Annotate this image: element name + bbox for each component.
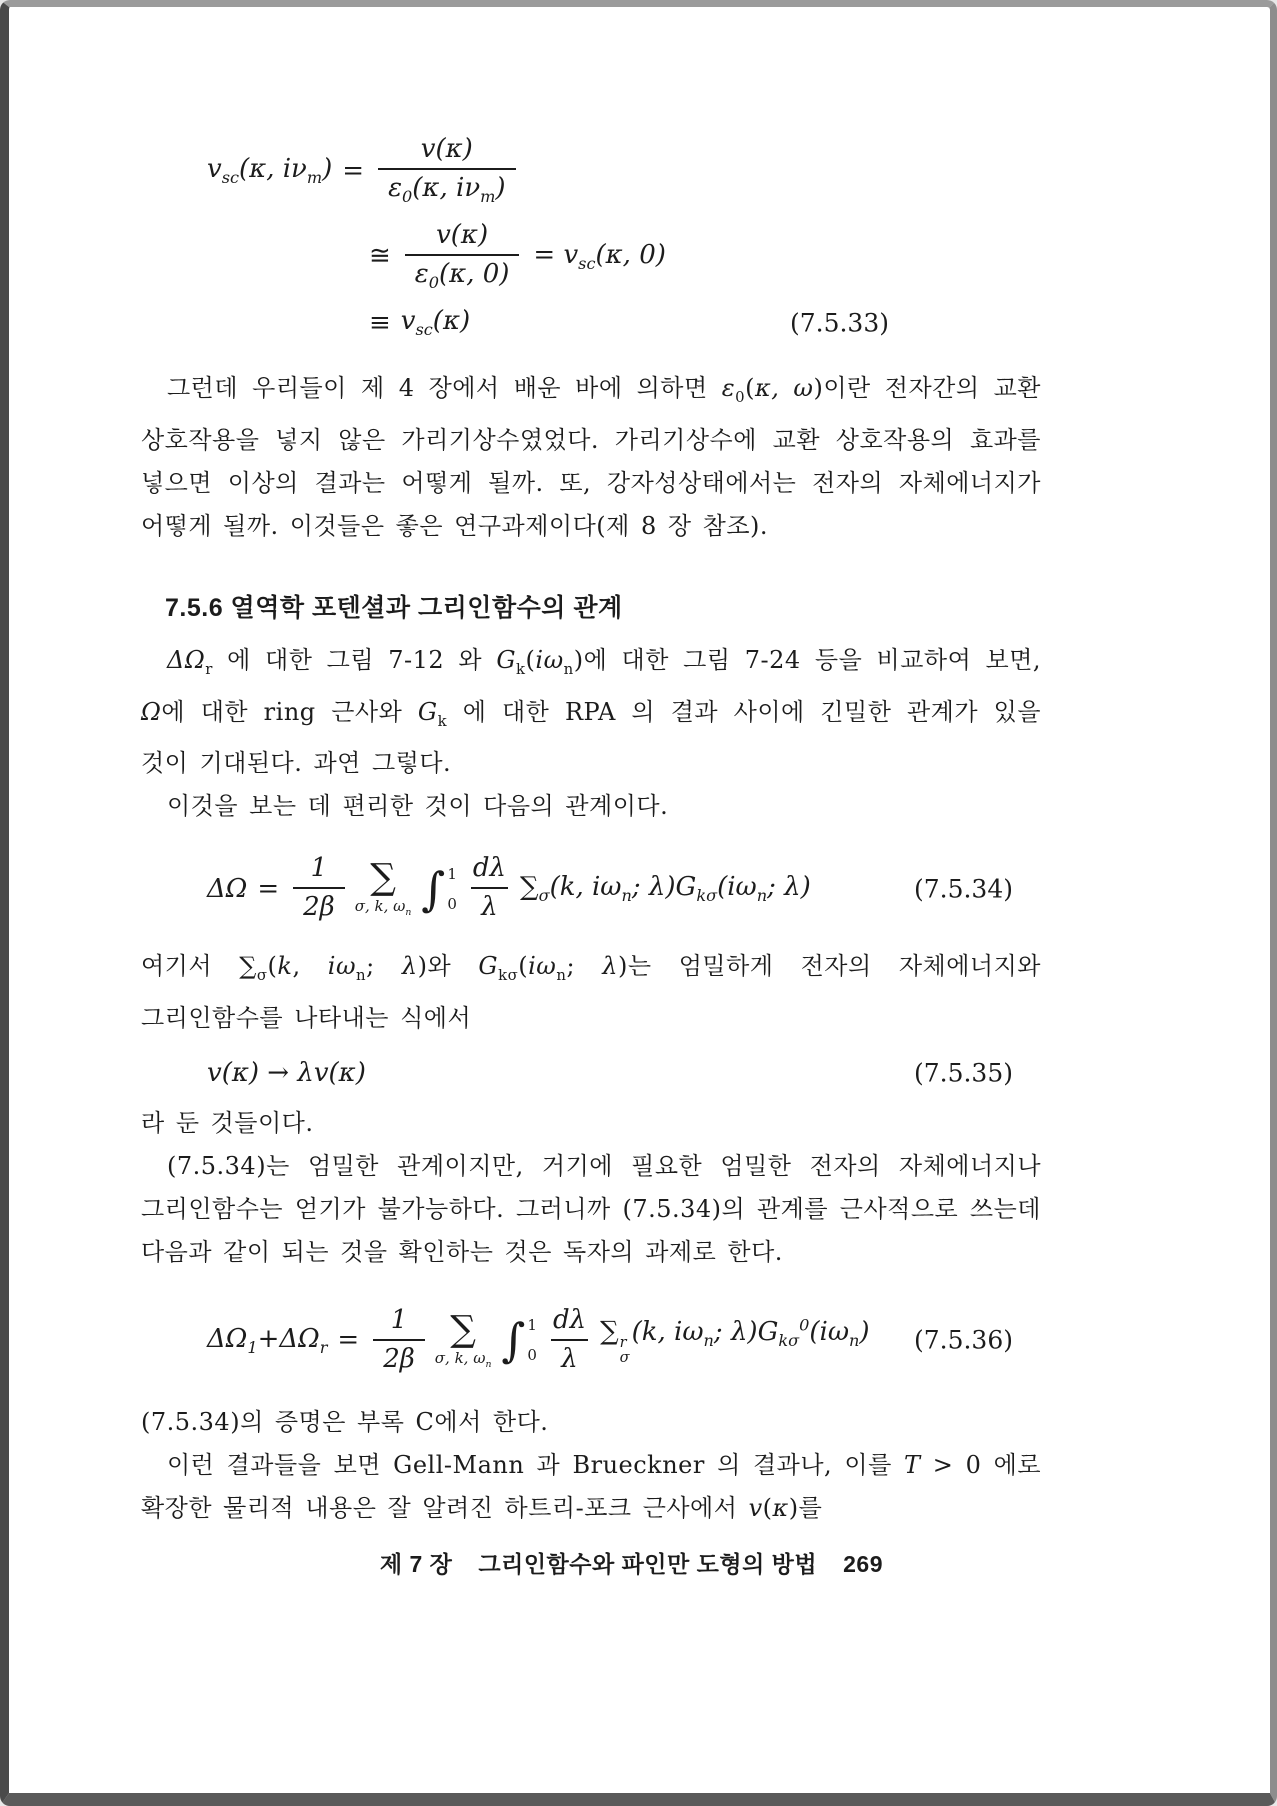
- equation-7-5-33: [207, 135, 1041, 339]
- footer-chapter-title: 그리인함수와 파인만 도형의 방법: [478, 1550, 818, 1577]
- fraction-denominator: 2β: [293, 887, 345, 923]
- fraction: [405, 221, 520, 293]
- eq34-lhs: ΔΩ: [207, 873, 248, 904]
- fraction: [293, 854, 345, 923]
- integral-lower-limit: 0: [527, 1346, 537, 1365]
- eq36-lhs: $\Delta\Omega_1+\Delta\Omega_r$: [207, 1323, 328, 1357]
- summation-indices: σ, k, $\omega_n$: [354, 897, 412, 919]
- paragraph-intro-relation: 이것을 보는 데 편리한 것이 다음의 관계이다.: [167, 792, 669, 821]
- paragraph-screening-constant: 그런데 우리들이 제 4 장에서 배운 바에 의하면 $\varepsilon_0(\kappa$, ω)이란 전자간의 교환 상호작용을 넣지 않은 가리기상수였었다. 가리기상수에 교환 상호작용의 효과를 넣으면 이상의 결과는 어떻게 될까. 또, 강자성상태에서는 전자의 자체에너지가 어떻게 될까. 이것들은 좋은 연구과제이다(제 8 장 참조).: [141, 374, 1041, 541]
- fraction-numerator: v(κ): [420, 134, 473, 164]
- summation-operator: [354, 857, 412, 919]
- equals-sign: =: [257, 873, 280, 904]
- section-heading-7-5-6: 7.5.6 열역학 포텐셜과 그리인함수의 관계: [165, 594, 623, 623]
- fraction: [543, 1306, 596, 1375]
- equation-line: [207, 135, 1041, 207]
- sigma-subscript: σ: [619, 1348, 630, 1366]
- integral-limits: [527, 1316, 537, 1364]
- sigma-icon: ∑: [450, 1308, 476, 1350]
- integral-limits: [447, 865, 457, 913]
- fraction-numerator: dλ: [552, 1304, 587, 1335]
- summation-indices: σ, k, $\omega_n$: [434, 1348, 492, 1370]
- fraction: [373, 1306, 425, 1375]
- ring-self-energy: [600, 1315, 870, 1365]
- paragraph-ring-rpa: $\Delta\Omega_r$ 에 대한 그림 7-12 와 $G_k(i\omega_n)$에 대한 그림 7-24 등을 비교하여 보면, Ω에 대한 ring 근사와 $G_k$ 에 대한 RPA 의 결과 사이에 긴밀한 관계가 있을 것이 기대된다. 과연 그렇다.: [141, 645, 1042, 778]
- integral-icon: ∫: [421, 861, 446, 916]
- eq33-line3-rhs: $v_{sc}(\kappa)$: [400, 306, 471, 340]
- integral-operator: [421, 861, 457, 916]
- equation-number: (7.5.35): [913, 1058, 1013, 1088]
- eq36-integrand: (k, $i\omega_n$; $\lambda)G_{k\sigma}^0(i\omega_n)$: [631, 1315, 870, 1351]
- fraction-denominator: 2β: [373, 1339, 425, 1375]
- integral-icon: ∫: [501, 1313, 526, 1368]
- page-content: [141, 7, 1041, 1579]
- summation-operator: [434, 1308, 492, 1370]
- equation-line: [207, 221, 1041, 293]
- paragraph-gellmann-brueckner: 이런 결과들을 보면 Gell-Mann 과 Brueckner 의 결과나, 이를 T > 0 에로 확장한 물리적 내용은 잘 알려진 하트리-포크 근사에서 v(κ)를: [141, 1450, 1041, 1522]
- equation-number: (7.5.36): [913, 1325, 1013, 1355]
- fraction-numerator: dλ: [472, 853, 506, 884]
- integral-upper-limit: 1: [527, 1316, 537, 1335]
- integral-upper-limit: 1: [447, 864, 457, 883]
- equation-number: (7.5.33): [789, 308, 889, 338]
- fraction-numerator: 1: [390, 1304, 408, 1335]
- integral-lower-limit: 0: [447, 894, 457, 913]
- integral-operator: [501, 1313, 537, 1368]
- eq34-integrand: $\sum_\sigma(k$, $i\omega_n$; $\lambda)G_{k\sigma}(i\omega_n$; λ): [520, 872, 811, 906]
- fraction-denominator: λ: [471, 887, 507, 923]
- equation-7-5-35: [141, 1058, 1041, 1088]
- equals-sign: =: [337, 1325, 360, 1356]
- fraction-numerator: 1: [310, 853, 328, 884]
- fraction: [378, 135, 515, 207]
- fraction-denominator: $\varepsilon_0(\kappa$, $i\nu_m$): [378, 168, 515, 207]
- page-footer: [141, 1546, 1041, 1579]
- fraction: [463, 854, 516, 923]
- footer-chapter-label: 제 7 장: [379, 1550, 453, 1577]
- fraction-denominator: $\varepsilon_0(\kappa$, 0): [405, 254, 520, 293]
- paragraph-self-energy-green: 여기서 $\sum_\sigma(k$, $i\omega_n$; λ)와 $G_{k\sigma}(i\omega_n$; λ)는 엄밀하게 전자의 자체에너지와 그리인함수를 나타내는 식에서: [141, 952, 1041, 1032]
- sigma-superscript: r: [619, 1333, 627, 1351]
- fraction-numerator: v(κ): [436, 219, 489, 250]
- identical-sign: ≡: [369, 307, 391, 338]
- paragraph-substitution-note: 라 둔 것들이다.: [141, 1108, 314, 1137]
- fraction-denominator: λ: [551, 1339, 587, 1375]
- eq33-lhs: $v_{sc}(\kappa$, $i\nu_m$): [207, 154, 333, 188]
- eq33-line2-tail: = $v_{sc}(\kappa$, 0): [533, 239, 666, 273]
- equation-number: (7.5.34): [913, 874, 1013, 904]
- equation-7-5-34: [141, 854, 1041, 923]
- sigma-icon: ∑: [600, 1317, 619, 1348]
- equation-7-5-36: [141, 1306, 1041, 1375]
- page-number: 269: [843, 1550, 883, 1577]
- equation-line: [207, 306, 1041, 339]
- paragraph-reader-exercise: (7.5.34)는 엄밀한 관계이지만, 거기에 필요한 엄밀한 전자의 자체에너지나 그리인함수는 얻기가 불가능하다. 그러니까 (7.5.34)의 관계를 근사적으로 쓰는데 다음과 같이 되는 것을 확인하는 것은 독자의 과제로 한다.: [141, 1151, 1041, 1266]
- sigma-icon: ∑: [370, 857, 396, 899]
- approx-equals-sign: ≅: [369, 241, 391, 272]
- eq35-body: v(κ) → λv(κ): [207, 1057, 366, 1088]
- paragraph-proof-appendix: (7.5.34)의 증명은 부록 C에서 한다.: [141, 1407, 549, 1436]
- equals-sign: =: [342, 155, 365, 186]
